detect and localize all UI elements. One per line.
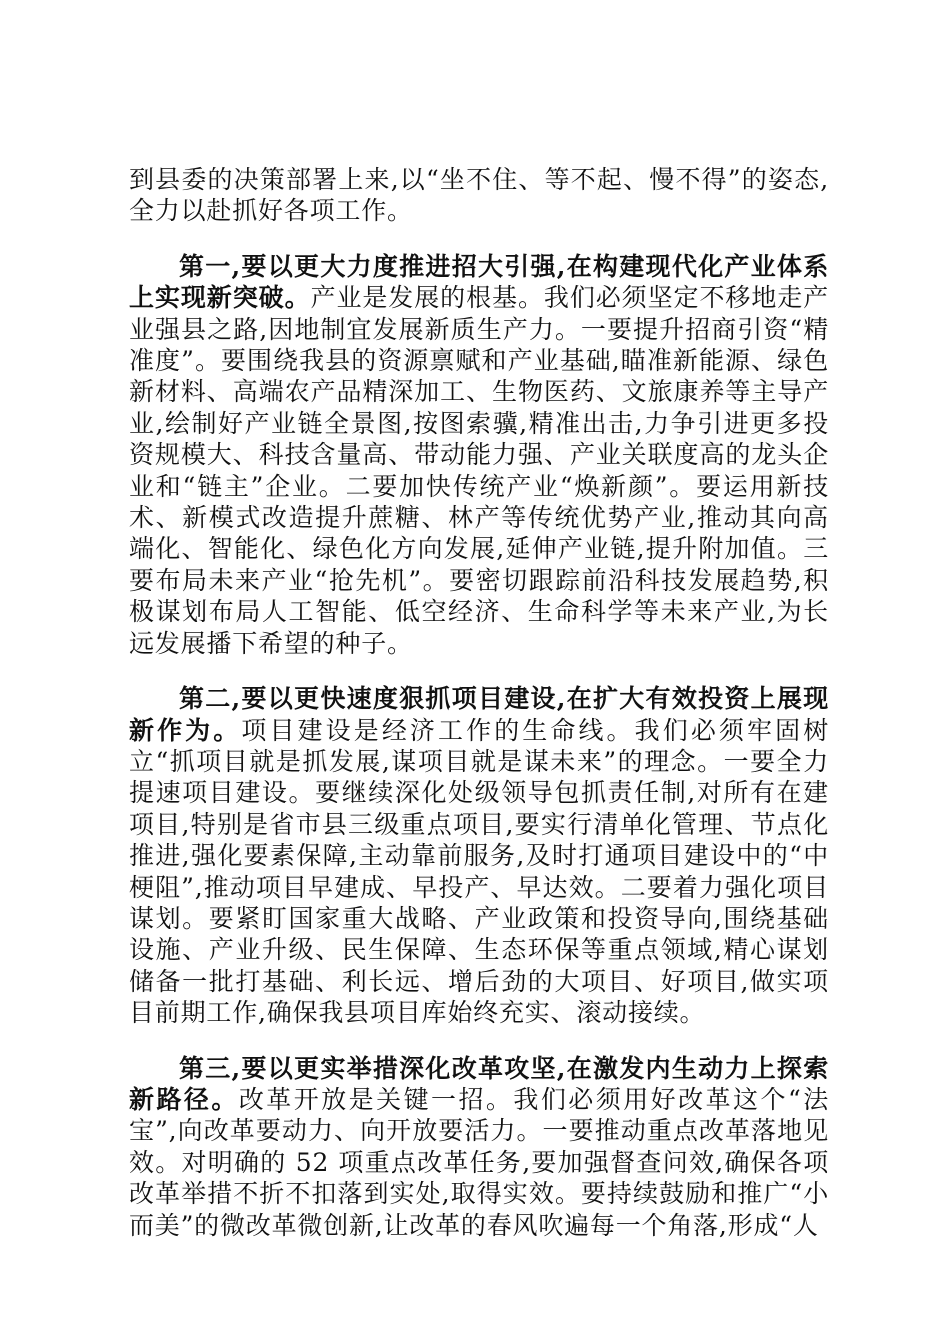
paragraph-heading: 第三,要以更实举措深化改革攻坚,在激发内生动力上探索新路径。 (129, 1053, 829, 1114)
paragraph-first-point (129, 251, 829, 659)
paragraph-body: 产业是发展的根基。我们必须坚定不移地走产业强县之路,因地制宜发展新质生产力。一要提升招商引资“精准度”。要围绕我县的资源禀赋和产业基础,瞄准新能源、绿色新材料、高端农产品精深加工、生物医药、文旅康养等主导产业,绘制好产业链全景图,按图索骥,精准出击,力争引进更多投资规模大、科技含量高、带动能力强、产业关联度高的龙头企业和“链主”企业。二要加快传统产业“焕新颜”。要运用新技术、新模式改造提升蔗糖、林产等传统优势产业,推动其向高端化、智能化、绿色化方向发展,延伸产业链,提升附加值。三要布局未来产业“抢先机”。要密切跟踪前沿科技发展趋势,积极谋划布局人工智能、低空经济、生命科学等未来产业,为长远发展播下希望的种子。 (129, 283, 829, 658)
paragraph-third-point (129, 1053, 829, 1241)
document-page (129, 164, 829, 1265)
paragraph-body: 到县委的决策部署上来,以“坐不住、等不起、慢不得”的姿态,全力以赴抓好各项工作。 (129, 165, 829, 226)
paragraph-heading: 第二,要以更快速度狠抓项目建设,在扩大有效投资上展现新作为。 (129, 684, 829, 745)
paragraph-body: 项目建设是经济工作的生命线。我们必须牢固树立“抓项目就是抓发展,谋项目就是谋未来”的理念。一要全力提速项目建设。要继续深化处级领导包抓责任制,对所有在建项目,特别是省市县三级重点项目,要实行清单化管理、节点化推进,强化要素保障,主动靠前服务,及时打通项目建设中的“中梗阻”,推动项目早建成、早投产、早达效。二要着力强化项目谋划。要紧盯国家重大战略、产业政策和投资导向,围绕基础设施、产业升级、民生保障、生态环保等重点领域,精心谋划储备一批打基础、利长远、增后劲的大项目、好项目,做实项目前期工作,确保我县项目库始终充实、滚动接续。 (129, 715, 829, 1028)
paragraph-continuation (129, 164, 829, 227)
paragraph-heading: 第一,要以更大力度推进招大引强,在构建现代化产业体系上实现新突破。 (129, 251, 829, 313)
paragraph-second-point (129, 683, 829, 1028)
paragraph-body: 改革开放是关键一招。我们必须用好改革这个“法宝”,向改革要动力、向开放要活力。一要推动重点改革落地见效。对明确的 52 项重点改革任务,要加强督查问效,确保各项改革举措不折不扣落到实处,取得实效。要持续鼓励和推广“小而美”的微改革微创新,让改革的春风吹遍每一个角落,形成“人 (129, 1084, 829, 1240)
